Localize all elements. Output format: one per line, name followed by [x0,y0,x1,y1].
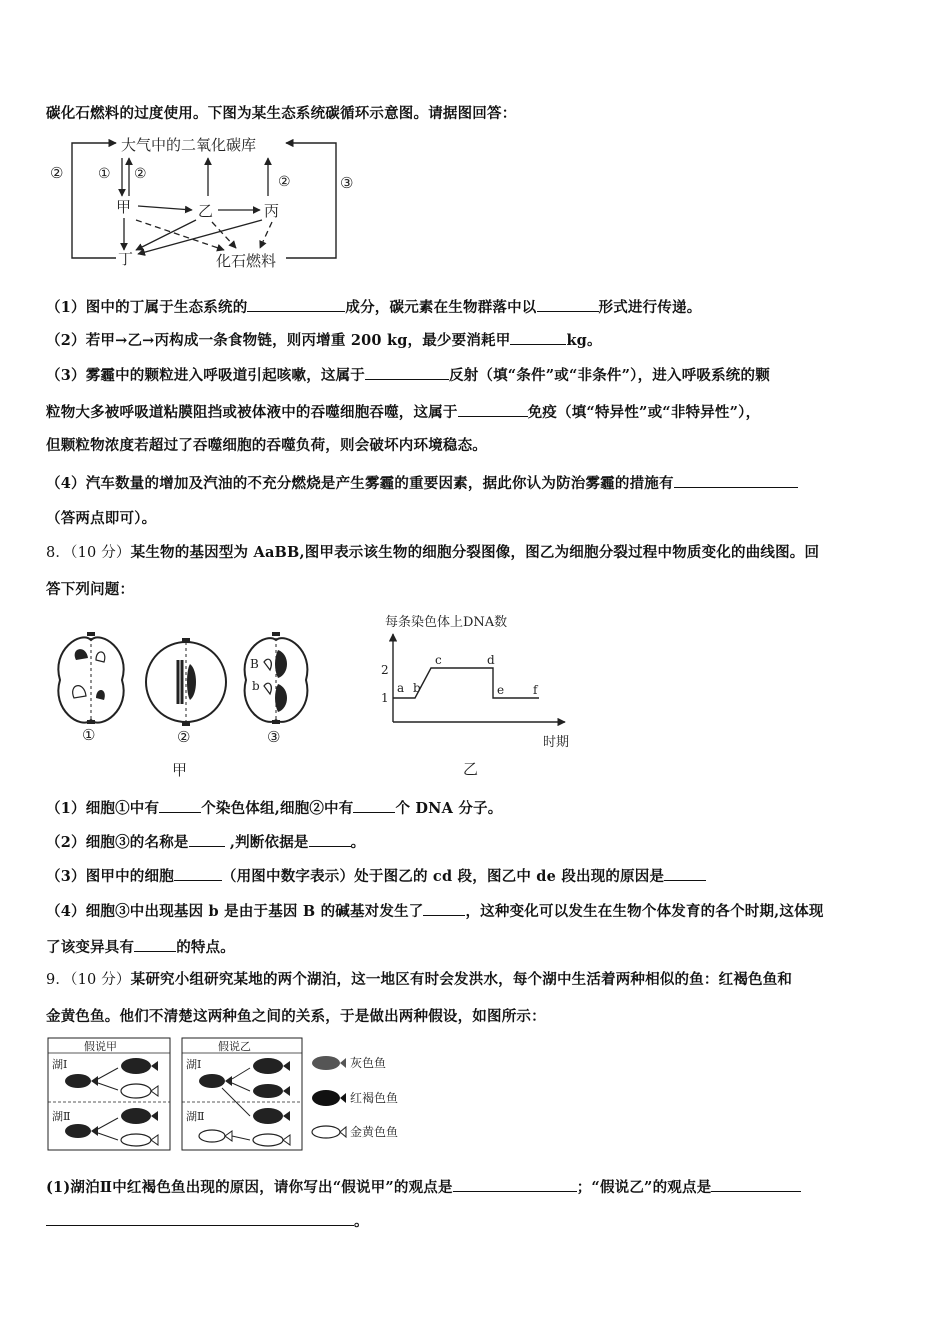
q7-part4: （4）汽车数量的增加及汽油的不充分燃烧是产生雾霾的重要因素，据此你认为防治雾霾的措施有 [46,472,798,494]
dna-per-chromosome-graph [375,612,595,782]
point-f: f [533,683,538,697]
hypothesis-yi-title: 假说乙 [218,1040,251,1053]
legend-red-brown-fish: 红褐色鱼 [350,1091,399,1105]
q7-part2: （2）若甲→乙→丙构成一条食物链，则丙增重 200 kg，最少要消耗甲 kg。 [46,329,602,351]
circle-3-right: ③ [340,174,354,192]
legend-gray-fish: 灰色鱼 [350,1056,387,1070]
hypothesis-jia-title: 假说甲 [84,1040,117,1053]
bing-label: 丙 [264,202,280,220]
intro-line: 碳化石燃料的过度使用。下图为某生态系统碳循环示意图。请据图回答： [46,105,517,122]
gene-b-label: b [252,679,260,693]
point-c: c [435,653,442,667]
jia-label: 甲 [116,198,132,216]
ding-label: 丁 [118,250,134,268]
q8-part2: （2）细胞③的名称是 ,判断依据是 。 [46,831,365,853]
fish-hypothesis-diagram [46,1036,426,1156]
q8-part3: （3）图甲中的细胞 （用图中数字表示）处于图乙的 cd 段，图乙中 de 段出现的原因是 [46,865,706,887]
q9-part1-cont: 。 [46,1210,369,1232]
q8-stem-cont: 答下列问题： [46,581,135,598]
cell3-label: ③ [267,728,281,746]
gene-B-label: B [250,657,259,671]
cell2-label: ② [177,728,191,746]
lake2-yi: 湖Ⅱ [186,1110,205,1123]
q9-part1: (1)湖泊Ⅱ中红褐色鱼出现的原因，请你写出“假说甲”的观点是 ；“假说乙”的观点是 [46,1176,801,1198]
point-a: a [397,681,405,695]
circle-1-label: ① [98,166,111,182]
lake2-jia: 湖Ⅱ [52,1110,71,1123]
point-b: b [413,681,421,695]
figure-jia-caption: 甲 [172,761,188,779]
q8-part1: （1）细胞①中有 个染色体组,细胞②中有 个 DNA 分子。 [46,797,502,819]
fossil-fuel-label: 化石燃料 [216,252,277,270]
legend-golden-fish: 金黄色鱼 [350,1125,399,1139]
yi-label: 乙 [198,202,214,220]
circle-2-bing: ② [278,174,291,190]
circle-2-jia: ② [134,166,147,182]
x-axis-label: 时期 [543,735,570,750]
lake1-yi: 湖Ⅰ [186,1058,202,1071]
point-d: d [487,653,495,667]
atmosphere-label: 大气中的二氧化碳库 [121,136,257,154]
cell-division-diagram [46,620,346,780]
q7-part3: （3）雾霾中的颗粒进入呼吸道引起咳嗽，这属于 反射（填“条件”或“非条件”），进入呼吸系统的颗 [46,364,770,386]
circle-2-left: ② [50,164,64,182]
q8-part4-cont: 了该变异具有 的特点。 [46,936,235,958]
q8-part4: （4）细胞③中出现基因 b 是由于基因 B 的碱基对发生了 ，这种变化可以发生在生物个体发育的各个时期,这体现 [46,900,824,922]
y-tick-2: 2 [381,663,389,677]
graph-title: 每条染色体上DNA数 [385,615,508,630]
carbon-cycle-diagram [46,128,366,273]
y-tick-1: 1 [381,691,389,705]
q7-part1: （1）图中的丁属于生态系统的 成分，碳元素在生物群落中以 形式进行传递。 [46,296,701,318]
point-e: e [497,683,505,697]
q9-stem-cont: 金黄色鱼。他们不清楚这两种鱼之间的关系，于是做出两种假设，如图所示： [46,1008,546,1025]
q8-stem: 8．（10 分）某生物的基因型为 AaBB,图甲表示该生物的细胞分裂图像，图乙为细胞分裂过程中物质变化的曲线图。回 [46,544,820,561]
figure-yi-caption: 乙 [463,760,479,778]
q7-part4-cont: （答两点即可）。 [46,510,157,527]
q9-stem: 9．（10 分）某研究小组研究某地的两个湖泊，这一地区有时会发洪水，每个湖中生活着两种相似的鱼：红褐色鱼和 [46,971,793,988]
q7-part3-cont2: 但颗粒物浓度若超过了吞噬细胞的吞噬负荷，则会破坏内环境稳态。 [46,437,487,454]
q7-part3-cont1: 粒物大多被呼吸道粘膜阻挡或被体液中的吞噬细胞吞噬，这属于 免疫（填“特异性”或“非特异性”）， [46,401,760,423]
cell1-label: ① [82,726,96,744]
lake1-jia: 湖Ⅰ [52,1058,68,1071]
